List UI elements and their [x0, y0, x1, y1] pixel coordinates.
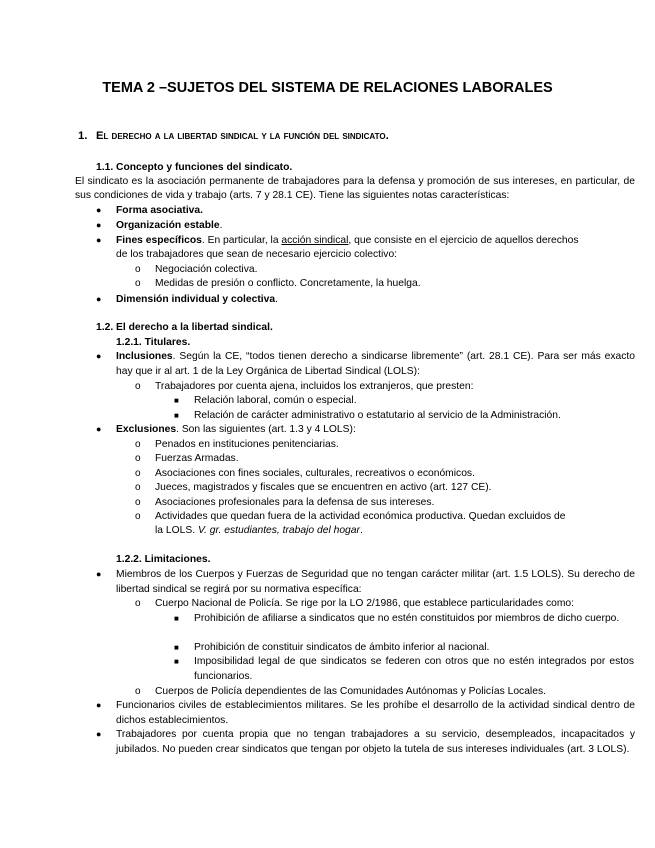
subsection-1-2-heading: 1.2. El derecho a la libertad sindical. — [96, 322, 273, 333]
page-title: TEMA 2 –SUJETOS DEL SISTEMA DE RELACIONES LABORALES — [102, 80, 553, 96]
limitacion-cuerpos-seguridad: Miembros de los Cuerpos y Fuerzas de Seguridad que no tengan carácter militar (art. 1.5 LOLS). Su derecho de libertad sindical se regirá por su normativa específica: — [116, 569, 635, 595]
item-trabajadores-cuenta-ajena: Trabajadores por cuenta ajena, incluidos los extranjeros, que presten: — [155, 381, 474, 392]
subsection-1-1-intro: El sindicato es la asociación permanente de trabajadores para la defensa y promoción de sus intereses, en particular, de sus condiciones de vida y trabajo (arts. 7 y 28.1 CE). Tiene las siguientes notas características: — [75, 176, 635, 202]
item-cuerpo-nacional-policia: Cuerpo Nacional de Policía. Se rige por la LO 2/1986, que establece particularidades como: — [155, 598, 574, 609]
circle-bullet-icon: o — [135, 278, 141, 289]
bullet-icon: ● — [96, 700, 102, 710]
circle-bullet-icon: o — [135, 686, 141, 697]
bullet-icon: ● — [96, 569, 102, 579]
square-bullet-icon: ■ — [174, 411, 179, 420]
section-1-number: 1. — [78, 130, 88, 142]
bullet-icon: ● — [96, 205, 102, 215]
limitacion-funcionarios-civiles: Funcionarios civiles de establecimientos militares. Se les prohíbe el desarrollo de la actividad sindical dentro de dichos establecimientos. — [116, 700, 635, 726]
circle-bullet-icon: o — [135, 482, 141, 493]
inclusiones-paragraph: Inclusiones. Según la CE, “todos tienen derecho a sindicarse libremente” (art. 28.1 CE). Para ser más exacto hay que ir al art. 1 de la Ley Orgánica de Libertad Sindical (LOLS): — [116, 351, 635, 377]
note-dimension: Dimensión individual y colectiva. — [116, 294, 278, 305]
item-imposibilidad-federarse: Imposibilidad legal de que sindicatos se federen con otros que no estén integrados por estos funcionarios. — [194, 656, 634, 682]
circle-bullet-icon: o — [135, 381, 141, 392]
item-relacion-administrativa: Relación de carácter administrativo o estatutario al servicio de la Administración. — [194, 410, 561, 421]
subsection-1-2-2-heading: 1.2.2. Limitaciones. — [116, 554, 211, 565]
note-organizacion-estable: Organización estable. — [116, 220, 223, 231]
circle-bullet-icon: o — [135, 511, 141, 522]
section-1-heading: El derecho a la libertad sindical y la función del sindicato. — [96, 130, 389, 142]
note-fines-especificos-cont: de los trabajadores que sean de necesario ejercicio colectivo: — [116, 249, 398, 260]
bullet-icon: ● — [96, 351, 102, 361]
item-medidas-presion: Medidas de presión o conflicto. Concretamente, la huelga. — [155, 278, 421, 289]
exclusiones-paragraph: Exclusiones. Son las siguientes (art. 1.3 y 4 LOLS): — [116, 424, 356, 435]
item-fuerzas-armadas: Fuerzas Armadas. — [155, 453, 239, 464]
item-asociaciones-profesionales: Asociaciones profesionales para la defensa de sus intereses. — [155, 497, 435, 508]
circle-bullet-icon: o — [135, 264, 141, 275]
item-cuerpos-policia-autonomicos: Cuerpos de Policía dependientes de las Comunidades Autónomas y Policías Locales. — [155, 686, 546, 697]
bullet-icon: ● — [96, 294, 102, 304]
limitacion-trabajadores-cuenta-propia: Trabajadores por cuenta propia que no tengan trabajadores a su servicio, desempleados, incapacitados y jubilados. No pueden crear sindicatos que tengan por objeto la tutela de sus intereses individuales (art. 3 LOLS). — [116, 729, 635, 755]
circle-bullet-icon: o — [135, 598, 141, 609]
bullet-icon: ● — [96, 235, 102, 245]
circle-bullet-icon: o — [135, 497, 141, 508]
square-bullet-icon: ■ — [174, 657, 179, 666]
subsection-1-1-heading: 1.1. Concepto y funciones del sindicato. — [96, 162, 293, 173]
item-prohibicion-afiliarse: Prohibición de afiliarse a sindicatos que no estén constituidos por miembros de dicho cuerpo. — [194, 613, 620, 624]
item-actividades-fuera: Actividades que quedan fuera de la actividad económica productiva. Quedan excluidos de — [155, 511, 566, 522]
square-bullet-icon: ■ — [174, 614, 179, 623]
item-jueces: Jueces, magistrados y fiscales que se encuentren en activo (art. 127 CE). — [155, 482, 492, 493]
square-bullet-icon: ■ — [174, 396, 179, 405]
note-fines-especificos: Fines específicos. En particular, la acción sindical, que consiste en el ejercicio de aquellos derechos — [116, 235, 579, 246]
bullet-icon: ● — [96, 729, 102, 739]
note-forma-asociativa: Forma asociativa. — [116, 205, 203, 216]
circle-bullet-icon: o — [135, 453, 141, 464]
bullet-icon: ● — [96, 220, 102, 230]
item-prohibicion-constituir: Prohibición de constituir sindicatos de ámbito inferior al nacional. — [194, 642, 490, 653]
square-bullet-icon: ■ — [174, 643, 179, 652]
item-relacion-laboral: Relación laboral, común o especial. — [194, 395, 357, 406]
circle-bullet-icon: o — [135, 468, 141, 479]
subsection-1-2-1-heading: 1.2.1. Titulares. — [116, 337, 191, 348]
item-penados: Penados en instituciones penitenciarias. — [155, 439, 339, 450]
circle-bullet-icon: o — [135, 439, 141, 450]
item-negociacion-colectiva: Negociación colectiva. — [155, 264, 258, 275]
item-asociaciones-fines-sociales: Asociaciones con fines sociales, culturales, recreativos o económicos. — [155, 468, 475, 479]
item-actividades-fuera-cont: la LOLS. V. gr. estudiantes, trabajo del hogar. — [155, 525, 363, 536]
bullet-icon: ● — [96, 424, 102, 434]
